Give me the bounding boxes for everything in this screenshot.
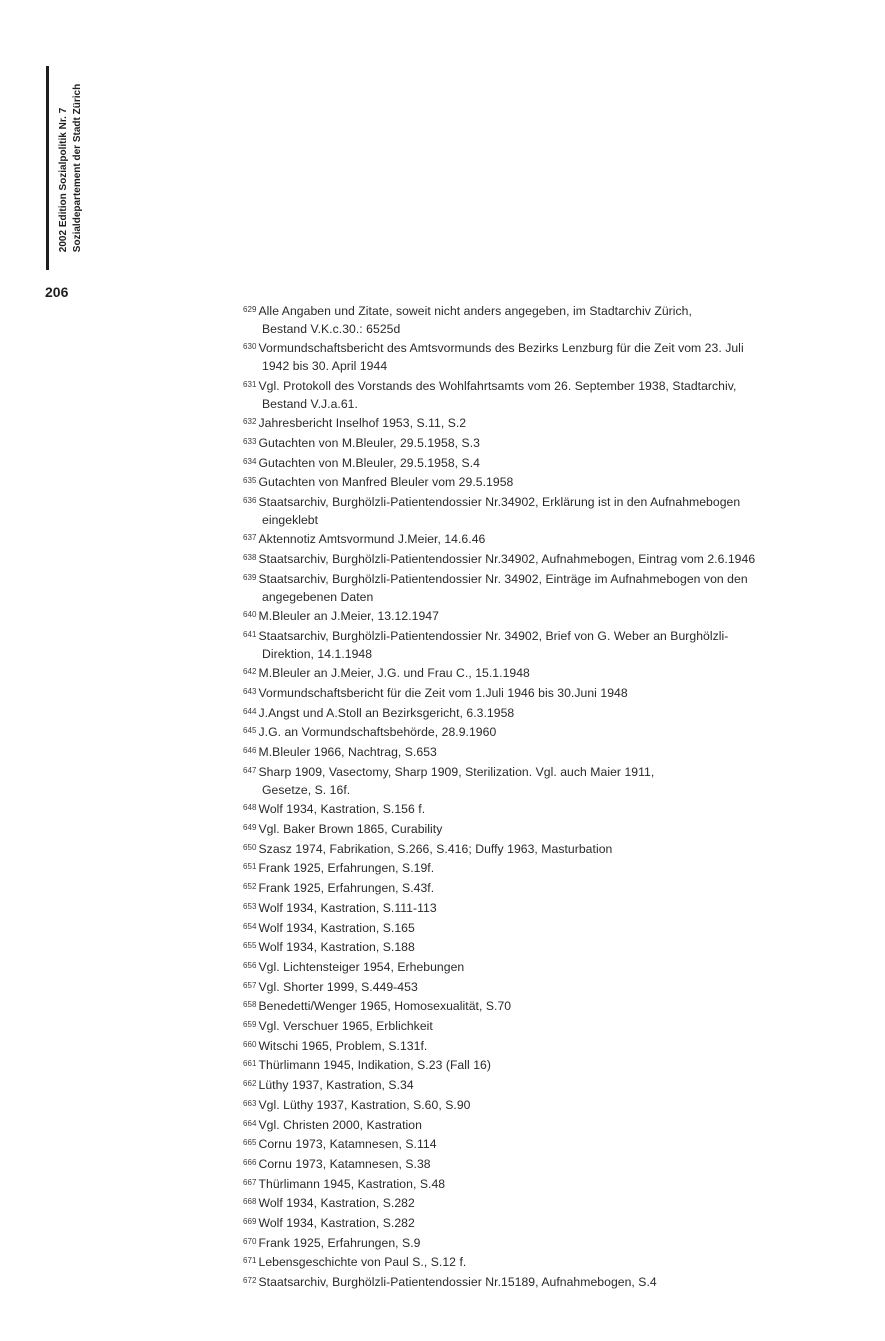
footnote-number: 660	[243, 1039, 257, 1049]
footnote-number: 632	[243, 417, 257, 427]
footnote-643	[243, 683, 853, 703]
footnote-text: Cornu 1973, Katamnesen, S.38	[258, 1156, 431, 1171]
footnote-number: 661	[243, 1059, 257, 1069]
footnote-634	[243, 453, 853, 473]
footnote-667	[243, 1174, 853, 1194]
footnote-text: Sharp 1909, Vasectomy, Sharp 1909, Sterilization. Vgl. auch Maier 1911,	[258, 764, 655, 779]
footnote-number: 656	[243, 960, 257, 970]
footnote-number: 649	[243, 822, 257, 832]
footnote-text: Thürlimann 1945, Indikation, S.23 (Fall 16)	[258, 1058, 491, 1073]
footnote-661	[243, 1055, 853, 1075]
footnote-text-continuation: Bestand V.J.a.61.	[262, 396, 358, 411]
footnote-number: 651	[243, 862, 257, 872]
footnote-text: Staatsarchiv, Burghölzli-Patientendossier Nr. 34902, Brief von G. Weber an Burghölzli-	[258, 628, 729, 643]
footnote-633	[243, 433, 853, 453]
footnote-number: 639	[243, 572, 257, 582]
footnote-text: Wolf 1934, Kastration, S.282	[258, 1196, 415, 1211]
footnote-text: Lüthy 1937, Kastration, S.34	[258, 1078, 414, 1093]
footnote-number: 652	[243, 882, 257, 892]
footnote-list	[243, 301, 853, 1292]
footnote-669	[243, 1213, 853, 1233]
footnote-text: Vgl. Shorter 1999, S.449-453	[258, 979, 418, 994]
footnote-number: 664	[243, 1118, 257, 1128]
footnote-text: Witschi 1965, Problem, S.131f.	[258, 1038, 428, 1053]
footnote-text: M.Bleuler 1966, Nachtrag, S.653	[258, 745, 437, 760]
footnote-text-continuation: eingeklebt	[262, 512, 319, 527]
footnote-648	[243, 799, 853, 819]
footnote-text: Wolf 1934, Kastration, S.282	[258, 1216, 415, 1231]
footnote-665	[243, 1134, 853, 1154]
footnote-652	[243, 878, 853, 898]
footnote-number: 666	[243, 1157, 257, 1167]
footnote-text: Alle Angaben und Zitate, soweit nicht anders angegeben, im Stadtarchiv Zürich,	[258, 304, 692, 318]
footnote-number: 672	[243, 1276, 257, 1286]
footnote-number: 642	[243, 667, 257, 677]
footnote-658	[243, 996, 853, 1016]
footnote-637	[243, 529, 853, 549]
footnote-654	[243, 918, 853, 938]
footnote-number: 663	[243, 1098, 257, 1108]
footnote-number: 658	[243, 1000, 257, 1010]
footnote-text: Gutachten von Manfred Bleuler vom 29.5.1958	[258, 475, 514, 490]
footnote-text: Vgl. Protokoll des Vorstands des Wohlfahrtsamts vom 26. September 1938, Stadtarchiv,	[258, 378, 737, 393]
footnote-662	[243, 1075, 853, 1095]
footnote-number: 634	[243, 456, 257, 466]
footnote-number: 657	[243, 980, 257, 990]
footnote-text-continuation: Gesetze, S. 16f.	[262, 782, 351, 797]
footnote-number: 668	[243, 1197, 257, 1207]
footnote-text: Vormundschaftsbericht für die Zeit vom 1.Juli 1946 bis 30.Juni 1948	[258, 686, 628, 701]
footnote-text: Staatsarchiv, Burghölzli-Patientendossier Nr.34902, Erklärung ist in den Aufnahmebogen	[258, 495, 741, 510]
footnote-629	[243, 301, 853, 338]
footnote-630	[243, 338, 853, 375]
footnote-text: M.Bleuler an J.Meier, 13.12.1947	[258, 609, 439, 624]
footnote-number: 665	[243, 1138, 257, 1148]
footnote-659	[243, 1016, 853, 1036]
footnote-text: Lebensgeschichte von Paul S., S.12 f.	[258, 1255, 467, 1270]
header-line-series: 2002 Edition Sozialpolitik Nr. 7	[58, 107, 69, 253]
footnote-657	[243, 977, 853, 997]
footnote-number: 644	[243, 706, 257, 716]
footnote-number: 645	[243, 726, 257, 736]
footnote-text: Wolf 1934, Kastration, S.111-113	[258, 900, 437, 915]
footnote-number: 629	[243, 305, 257, 314]
footnote-number: 650	[243, 842, 257, 852]
footnote-645	[243, 722, 853, 742]
footnote-text-continuation: Bestand V.K.c.30.: 6525d	[262, 321, 401, 336]
footnote-666	[243, 1154, 853, 1174]
footnote-text: Staatsarchiv, Burghölzli-Patientendossier Nr.34902, Aufnahmebogen, Eintrag vom 2.6.1946	[258, 552, 756, 567]
footnote-656	[243, 957, 853, 977]
footnote-text: Szasz 1974, Fabrikation, S.266, S.416; Duffy 1963, Masturbation	[258, 841, 613, 856]
footnote-text: Gutachten von M.Bleuler, 29.5.1958, S.4	[258, 455, 480, 470]
running-header-text	[57, 84, 85, 252]
footnote-text: Frank 1925, Erfahrungen, S.19f.	[258, 861, 435, 876]
footnote-text: Vgl. Christen 2000, Kastration	[258, 1117, 422, 1132]
running-header	[46, 66, 93, 270]
footnote-text: Wolf 1934, Kastration, S.165	[258, 920, 415, 935]
footnote-text: Vgl. Baker Brown 1865, Curability	[258, 821, 443, 836]
footnote-647	[243, 762, 853, 799]
footnote-number: 659	[243, 1020, 257, 1030]
footnote-670	[243, 1233, 853, 1253]
footnote-653	[243, 898, 853, 918]
footnote-631	[243, 376, 853, 413]
footnote-639	[243, 569, 853, 606]
footnote-text: M.Bleuler an J.Meier, J.G. und Frau C., 15.1.1948	[258, 666, 530, 681]
footnote-text: Thürlimann 1945, Kastration, S.48	[258, 1176, 446, 1191]
footnote-text-continuation: 1942 bis 30. April 1944	[262, 359, 388, 374]
footnote-text: Wolf 1934, Kastration, S.156 f.	[258, 802, 426, 817]
footnote-text-continuation: Direktion, 14.1.1948	[262, 646, 373, 661]
footnote-text: Cornu 1973, Katamnesen, S.114	[258, 1137, 437, 1152]
footnote-text: Vgl. Verschuer 1965, Erblichkeit	[258, 1019, 433, 1034]
footnote-number: 662	[243, 1079, 257, 1089]
footnote-668	[243, 1193, 853, 1213]
header-line-department: Sozialdepartement der Stadt Zürich	[72, 83, 83, 253]
footnote-635	[243, 472, 853, 492]
footnote-672	[243, 1272, 853, 1292]
footnote-number: 667	[243, 1177, 257, 1187]
footnote-text: Staatsarchiv, Burghölzli-Patientendossier Nr. 34902, Einträge im Aufnahmebogen von den	[258, 571, 748, 586]
footnote-text: Jahresbericht Inselhof 1953, S.11, S.2	[258, 416, 467, 431]
footnote-text: Gutachten von M.Bleuler, 29.5.1958, S.3	[258, 435, 480, 450]
page-number: 206	[45, 284, 69, 300]
footnote-number: 637	[243, 533, 257, 543]
footnote-text: Vormundschaftsbericht des Amtsvormunds des Bezirks Lenzburg für die Zeit vom 23. Juli	[258, 341, 744, 356]
footnote-text: Wolf 1934, Kastration, S.188	[258, 940, 415, 955]
footnote-number: 640	[243, 610, 257, 620]
footnote-660	[243, 1036, 853, 1056]
footnote-text: Vgl. Lichtensteiger 1954, Erhebungen	[258, 959, 465, 974]
footnote-text: Frank 1925, Erfahrungen, S.9	[258, 1235, 421, 1250]
footnote-644	[243, 703, 853, 723]
footnote-651	[243, 858, 853, 878]
footnote-text: Vgl. Lüthy 1937, Kastration, S.60, S.90	[258, 1097, 471, 1112]
footnote-text: Frank 1925, Erfahrungen, S.43f.	[258, 881, 435, 896]
footnote-text: J.G. an Vormundschaftsbehörde, 28.9.1960	[258, 725, 497, 740]
footnote-number: 646	[243, 746, 257, 756]
footnote-number: 631	[243, 379, 257, 389]
footnote-number: 641	[243, 629, 257, 639]
footnote-640	[243, 606, 853, 626]
footnote-663	[243, 1095, 853, 1115]
footnote-text: J.Angst und A.Stoll an Bezirksgericht, 6.3.1958	[258, 705, 515, 720]
footnote-number: 669	[243, 1217, 257, 1227]
footnote-664	[243, 1115, 853, 1135]
footnote-number: 654	[243, 921, 257, 931]
footnote-number: 643	[243, 687, 257, 697]
footnote-number: 653	[243, 901, 257, 911]
footnote-646	[243, 742, 853, 762]
footnote-number: 636	[243, 496, 257, 506]
footnote-632	[243, 413, 853, 433]
footnote-text: Benedetti/Wenger 1965, Homosexualität, S.70	[258, 999, 512, 1014]
footnote-text: Aktennotiz Amtsvormund J.Meier, 14.6.46	[258, 532, 486, 547]
footnote-671	[243, 1252, 853, 1272]
footnote-number: 638	[243, 553, 257, 563]
footnote-655	[243, 937, 853, 957]
footnote-text-continuation: angegebenen Daten	[262, 589, 374, 604]
footnote-number: 635	[243, 476, 257, 486]
footnote-text: Staatsarchiv, Burghölzli-Patientendossier Nr.15189, Aufnahmebogen, S.4	[258, 1275, 657, 1290]
footnote-number: 633	[243, 436, 257, 446]
footnote-649	[243, 819, 853, 839]
footnote-number: 648	[243, 803, 257, 813]
footnote-number: 670	[243, 1236, 257, 1246]
footnote-number: 671	[243, 1256, 257, 1266]
footnote-641	[243, 626, 853, 663]
footnote-number: 655	[243, 941, 257, 951]
footnote-642	[243, 663, 853, 683]
footnote-number: 647	[243, 765, 257, 775]
footnote-650	[243, 839, 853, 859]
footnote-638	[243, 549, 853, 569]
footnote-636	[243, 492, 853, 529]
footnote-number: 630	[243, 342, 257, 352]
